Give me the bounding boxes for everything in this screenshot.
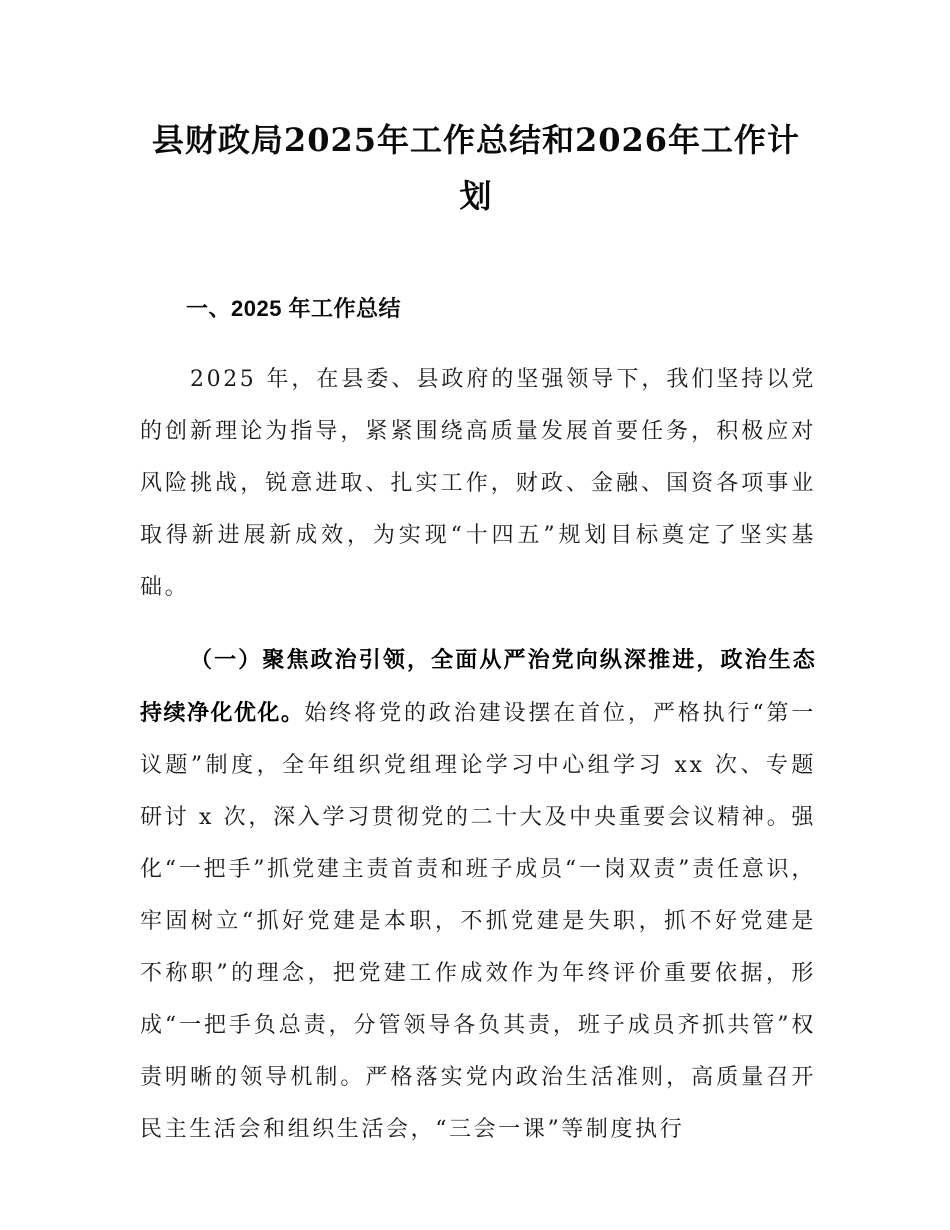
document-title: 县财政局2025年工作总结和2026年工作计划 <box>151 121 801 215</box>
section-heading-1: 一、2025 年工作总结 <box>186 296 402 321</box>
paragraph-text: 2025 年，在县委、县政府的坚强领导下，我们坚持以党的创新理论为指导，紧紧围绕高质量发展首要任务，积极应对风险挑战，锐意进取、扎实工作，财政、金融、国资各项事业取得新进展新成效，为实现“十四五”规划目标奠定了坚实基础。 <box>140 367 816 600</box>
document-body <box>140 292 816 1156</box>
paragraph-subsection-1 <box>140 634 816 1156</box>
subsection-bold-lead: （一）聚焦政治引领，全面从严治党向纵深推进，政治生态持续净化优化。 <box>140 647 816 725</box>
paragraph-summary-intro <box>140 354 816 614</box>
paragraph-text: 始终将党的政治建设摆在首位，严格执行“第一议题”制度，全年组织党组理论学习中心组学习 xx 次、专题研讨 x 次，深入学习贯彻党的二十大及中央重要会议精神。强化“一把手”抓党建主责首责和班子成员“一岗双责”责任意识，牢固树立“抓好党建是本职，不抓党建是失职，抓不好党建是不称职”的理念，把党建工作成效作为年终评价重要依据，形成“一把手负总责，分管领导各负其责，班子成员齐抓共管”权责明晰的领导机制。严格落实党内政治生活准则，高质量召开民主生活会和组织生活会，“三会一课”等制度执行 <box>140 701 816 1142</box>
